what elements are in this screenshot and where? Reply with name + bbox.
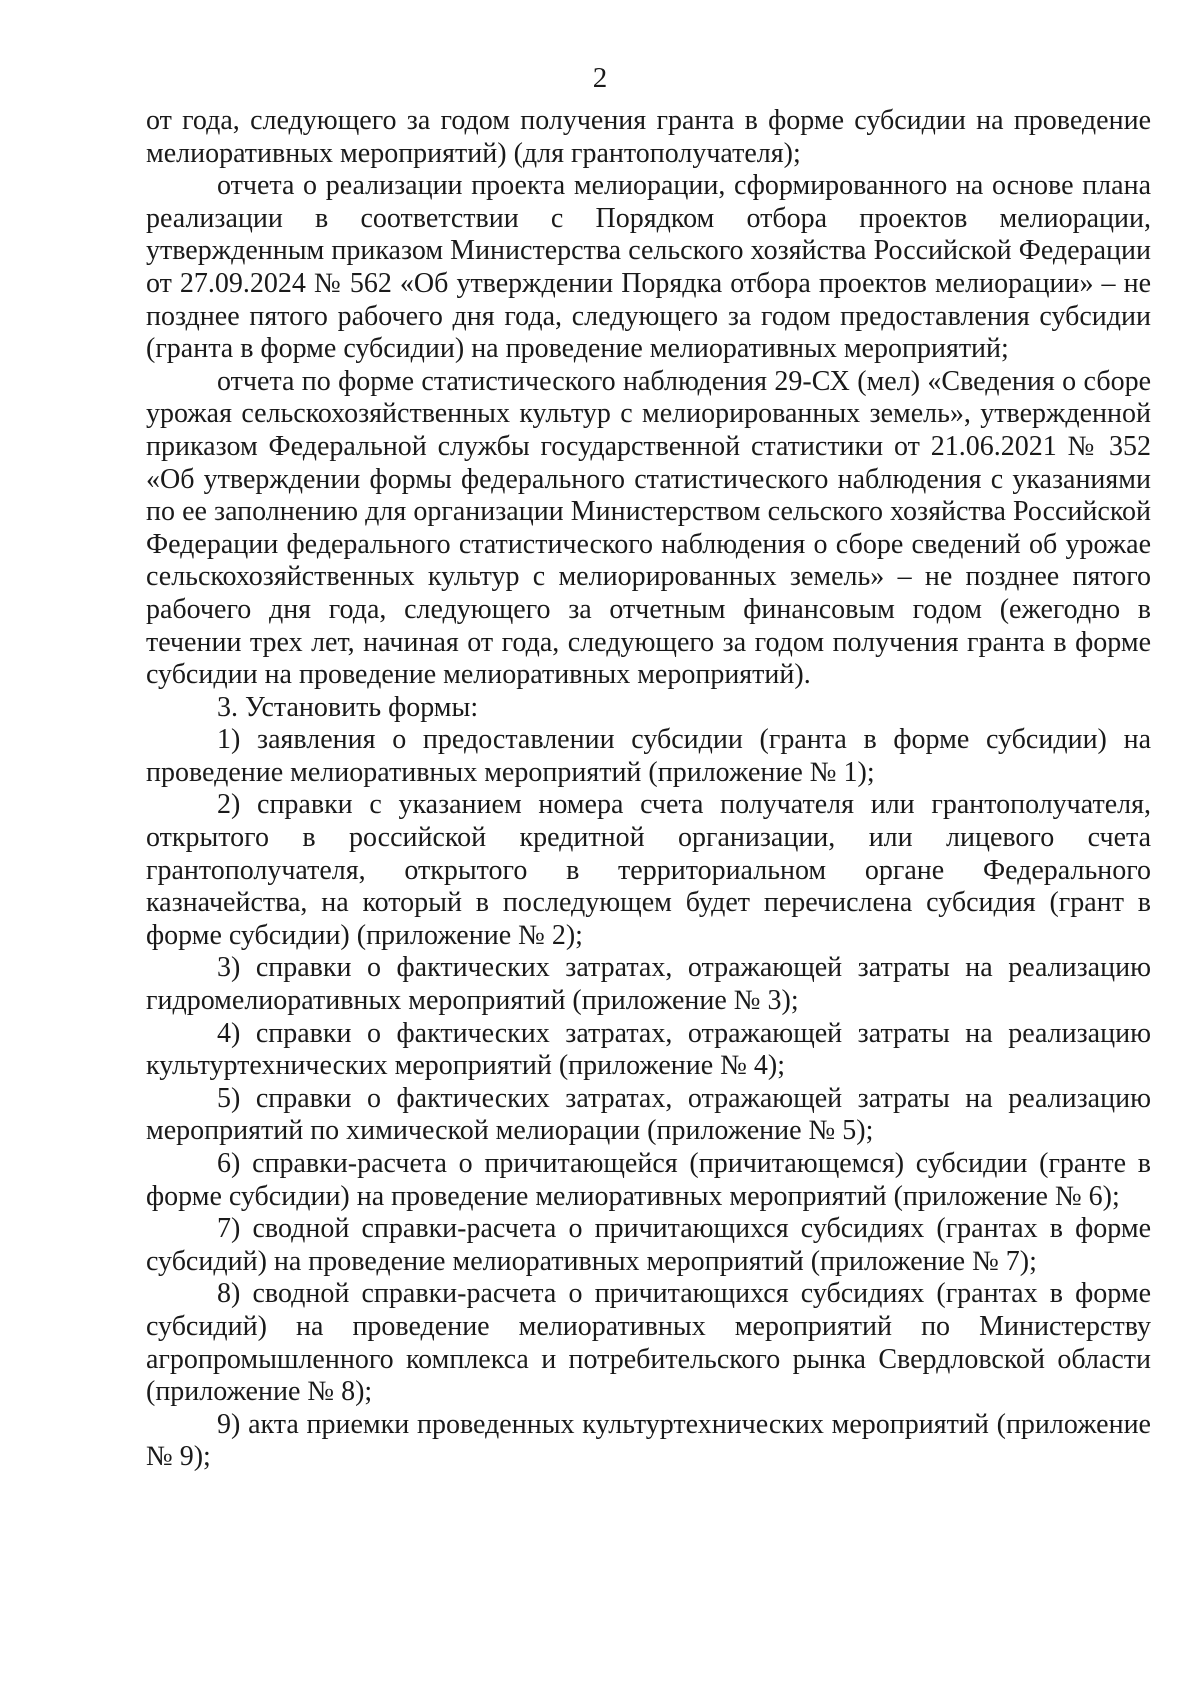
paragraph-continuation: от года, следующего за годом получения гранта в форме субсидии на проведение мелиоративных мероприятий) (для грантополучателя); <box>146 105 1151 169</box>
list-item-form-5: 5) справки о фактических затратах, отражающей затраты на реализацию мероприятий по химической мелиорации (приложение № 5); <box>146 1082 1151 1147</box>
list-item-form-6: 6) справки-расчета о причитающейся (причитающемся) субсидии (гранте в форме субсидии) на проведение мелиоративных мероприятий (приложение № 6); <box>146 1148 1151 1212</box>
list-item-form-4: 4) справки о фактических затратах, отражающей затраты на реализацию культуртехнических мероприятий (приложение № 4); <box>146 1017 1151 1082</box>
paragraph-establish-forms: 3. Установить формы: <box>217 691 479 723</box>
paragraph-reclamation-report: отчета о реализации проекта мелиорации, сформированного на основе плана реализации в соответствии с Порядком отбора проектов мелиорации, утвержденным приказом Министерства сельского хозяйства Российской Федерации от 27.09.2024 № 562 «Об утверждении Порядка отбора проектов мелиорации» – не позднее пятого рабочего дня года, следующего за годом предоставления субсидии (гранта в форме субсидии) на проведение мелиоративных мероприятий; <box>146 170 1151 365</box>
list-item-form-2: 2) справки с указанием номера счета получателя или грантополучателя, открытого в российской кредитной организации, или лицевого счета грантополучателя, открытого в территориальном органе Федерального казначейства, на который в последующем будет перечислена субсидия (грант в форме субсидии) (приложение № 2); <box>146 789 1151 951</box>
list-item-form-8: 8) сводной справки-расчета о причитающихся субсидиях (грантах в форме субсидий) на проведение мелиоративных мероприятий по Министерству агропромышленного комплекса и потребительского рынка Свердловской области (приложение № 8); <box>146 1278 1151 1408</box>
page-number: 2 <box>592 62 608 94</box>
paragraph-statistical-report: отчета по форме статистического наблюдения 29-СХ (мел) «Сведения о сборе урожая сельскохозяйственных культур с мелиорированных земель», утвержденной приказом Федеральной службы государственной статистики от 21.06.2021 № 352 «Об утверждении формы федерального статистического наблюдения с указаниями по ее заполнению для организации Министерством сельского хозяйства Российской Федерации федерального статистического наблюдения о сборе сведений об урожае сельскохозяйственных культур с мелиорированных земель» – не позднее пятого рабочего дня года, следующего за отчетным финансовым годом (ежегодно в течении трех лет, начиная от года, следующего за годом получения гранта в форме субсидии на проведение мелиоративных мероприятий). <box>146 365 1151 691</box>
list-item-form-7: 7) сводной справки-расчета о причитающихся субсидиях (грантах в форме субсидий) на проведение мелиоративных мероприятий (приложение № 7); <box>146 1213 1151 1277</box>
list-item-form-1: 1) заявления о предоставлении субсидии (гранта в форме субсидии) на проведение мелиоративных мероприятий (приложение № 1); <box>146 724 1151 788</box>
list-item-form-3: 3) справки о фактических затратах, отражающей затраты на реализацию гидромелиоративных мероприятий (приложение № 3); <box>146 952 1151 1017</box>
document-body <box>146 105 1151 1474</box>
list-item-form-9: 9) акта приемки проведенных культуртехнических мероприятий (приложение № 9); <box>146 1408 1151 1473</box>
